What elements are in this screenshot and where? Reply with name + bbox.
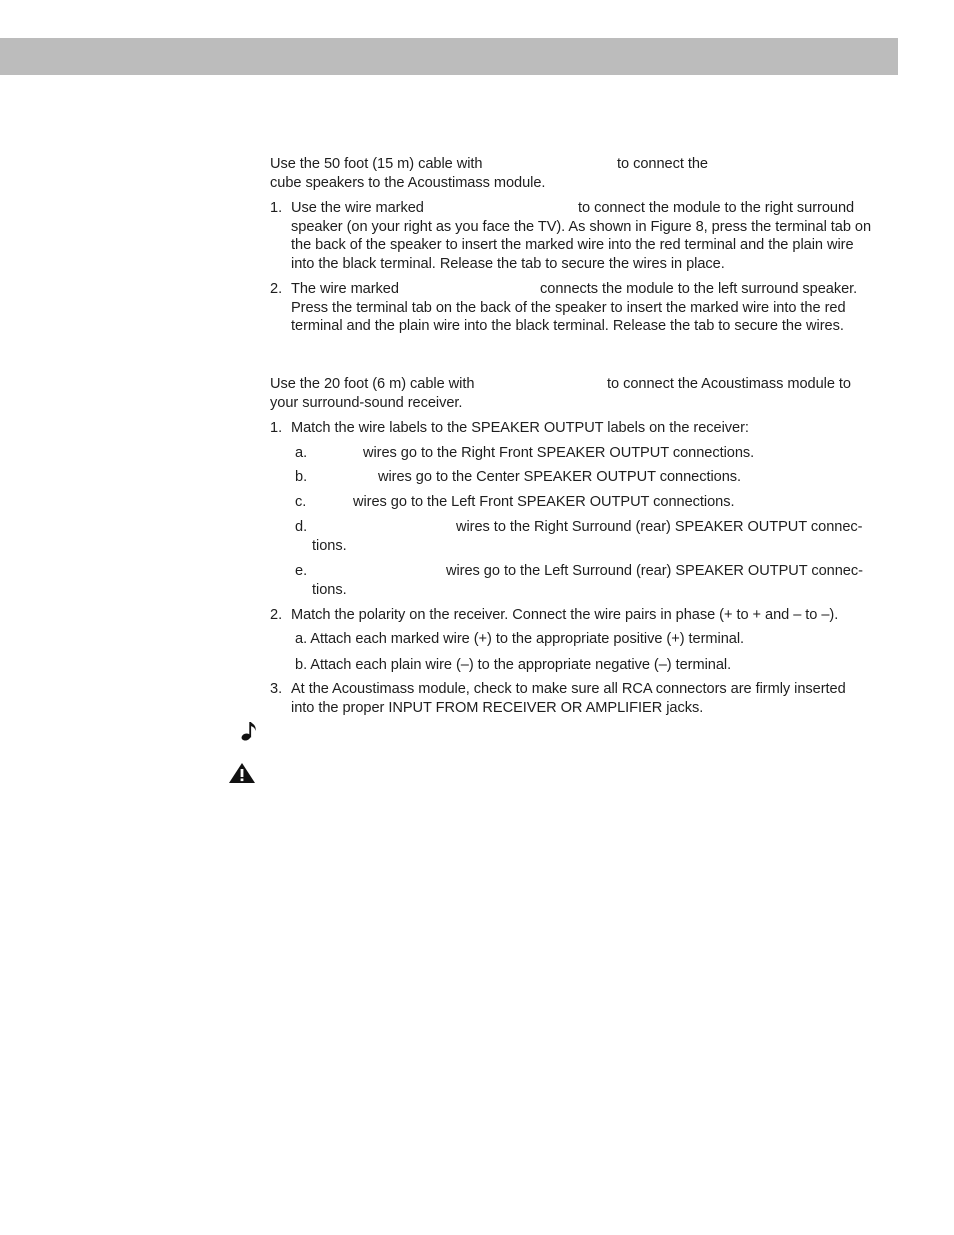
step-number: 2.	[270, 607, 283, 623]
music-note-icon	[240, 720, 258, 742]
sub-item-b: wires go to the Center SPEAKER OUTPUT connections.	[378, 469, 742, 485]
speaker-step1-line4: into the black terminal. Release the tab to secure the wires in place.	[291, 256, 725, 272]
polarity-sub-a: a. Attach each marked wire (+) to the appropriate positive (+) terminal.	[295, 631, 745, 647]
receiver-step3-line1: At the Acoustimass module, check to make sure all RCA connectors are firmly inserted	[291, 681, 846, 697]
speaker-intro-line2: cube speakers to the Acoustimass module.	[270, 175, 546, 191]
sub-letter: d.	[295, 519, 308, 535]
sub-item-d: wires to the Right Surround (rear) SPEAKER OUTPUT connec-	[456, 519, 863, 535]
sub-item-d-cont: tions.	[312, 538, 347, 554]
speaker-step1-line1b: to connect the module to the right surround	[578, 200, 855, 216]
sub-letter: b.	[295, 469, 308, 485]
step-number: 1.	[270, 420, 283, 436]
warning-triangle-icon	[228, 762, 256, 784]
receiver-step3-line2: into the proper INPUT FROM RECEIVER OR AMPLIFIER jacks.	[291, 700, 704, 716]
step-number: 3.	[270, 681, 283, 697]
speaker-step2-line2: Press the terminal tab on the back of the speaker to insert the marked wire into the red	[291, 300, 846, 316]
speaker-step1-line2: speaker (on your right as you face the TV). As shown in Figure 8, press the terminal tab on	[291, 219, 872, 235]
sub-item-e-cont: tions.	[312, 582, 347, 598]
speaker-step2-line1a: The wire marked	[291, 281, 399, 297]
receiver-step1-text: Match the wire labels to the SPEAKER OUTPUT labels on the receiver:	[291, 420, 749, 436]
speaker-step1-line3: the back of the speaker to insert the marked wire into the red terminal and the plain wire	[291, 237, 854, 253]
speaker-intro-line1b: to connect the	[617, 156, 708, 172]
sub-item-a: wires go to the Right Front SPEAKER OUTPUT connections.	[363, 445, 755, 461]
header-bar	[0, 38, 898, 75]
speaker-step2-line1b: connects the module to the left surround speaker.	[540, 281, 858, 297]
speaker-intro-line1a: Use the 50 foot (15 m) cable with	[270, 156, 483, 172]
step-number: 1.	[270, 200, 283, 216]
sub-item-e: wires go to the Left Surround (rear) SPEAKER OUTPUT connec-	[446, 563, 863, 579]
receiver-intro-line1b: to connect the Acoustimass module to	[607, 376, 851, 392]
sub-item-c: wires go to the Left Front SPEAKER OUTPUT connections.	[353, 494, 735, 510]
receiver-intro-line1a: Use the 20 foot (6 m) cable with	[270, 376, 475, 392]
speaker-step1-line1a: Use the wire marked	[291, 200, 424, 216]
receiver-intro-line2: your surround-sound receiver.	[270, 395, 463, 411]
sub-letter: a.	[295, 445, 308, 461]
speaker-step2-line3: terminal and the plain wire into the black terminal. Release the tab to secure the wires.	[291, 318, 844, 334]
sub-letter: c.	[295, 494, 307, 510]
polarity-sub-b: b. Attach each plain wire (–) to the appropriate negative (–) terminal.	[295, 657, 732, 673]
step-number: 2.	[270, 281, 283, 297]
sub-letter: e.	[295, 563, 308, 579]
receiver-step2-text: Match the polarity on the receiver. Connect the wire pairs in phase (+ to + and – to –).	[291, 607, 839, 623]
